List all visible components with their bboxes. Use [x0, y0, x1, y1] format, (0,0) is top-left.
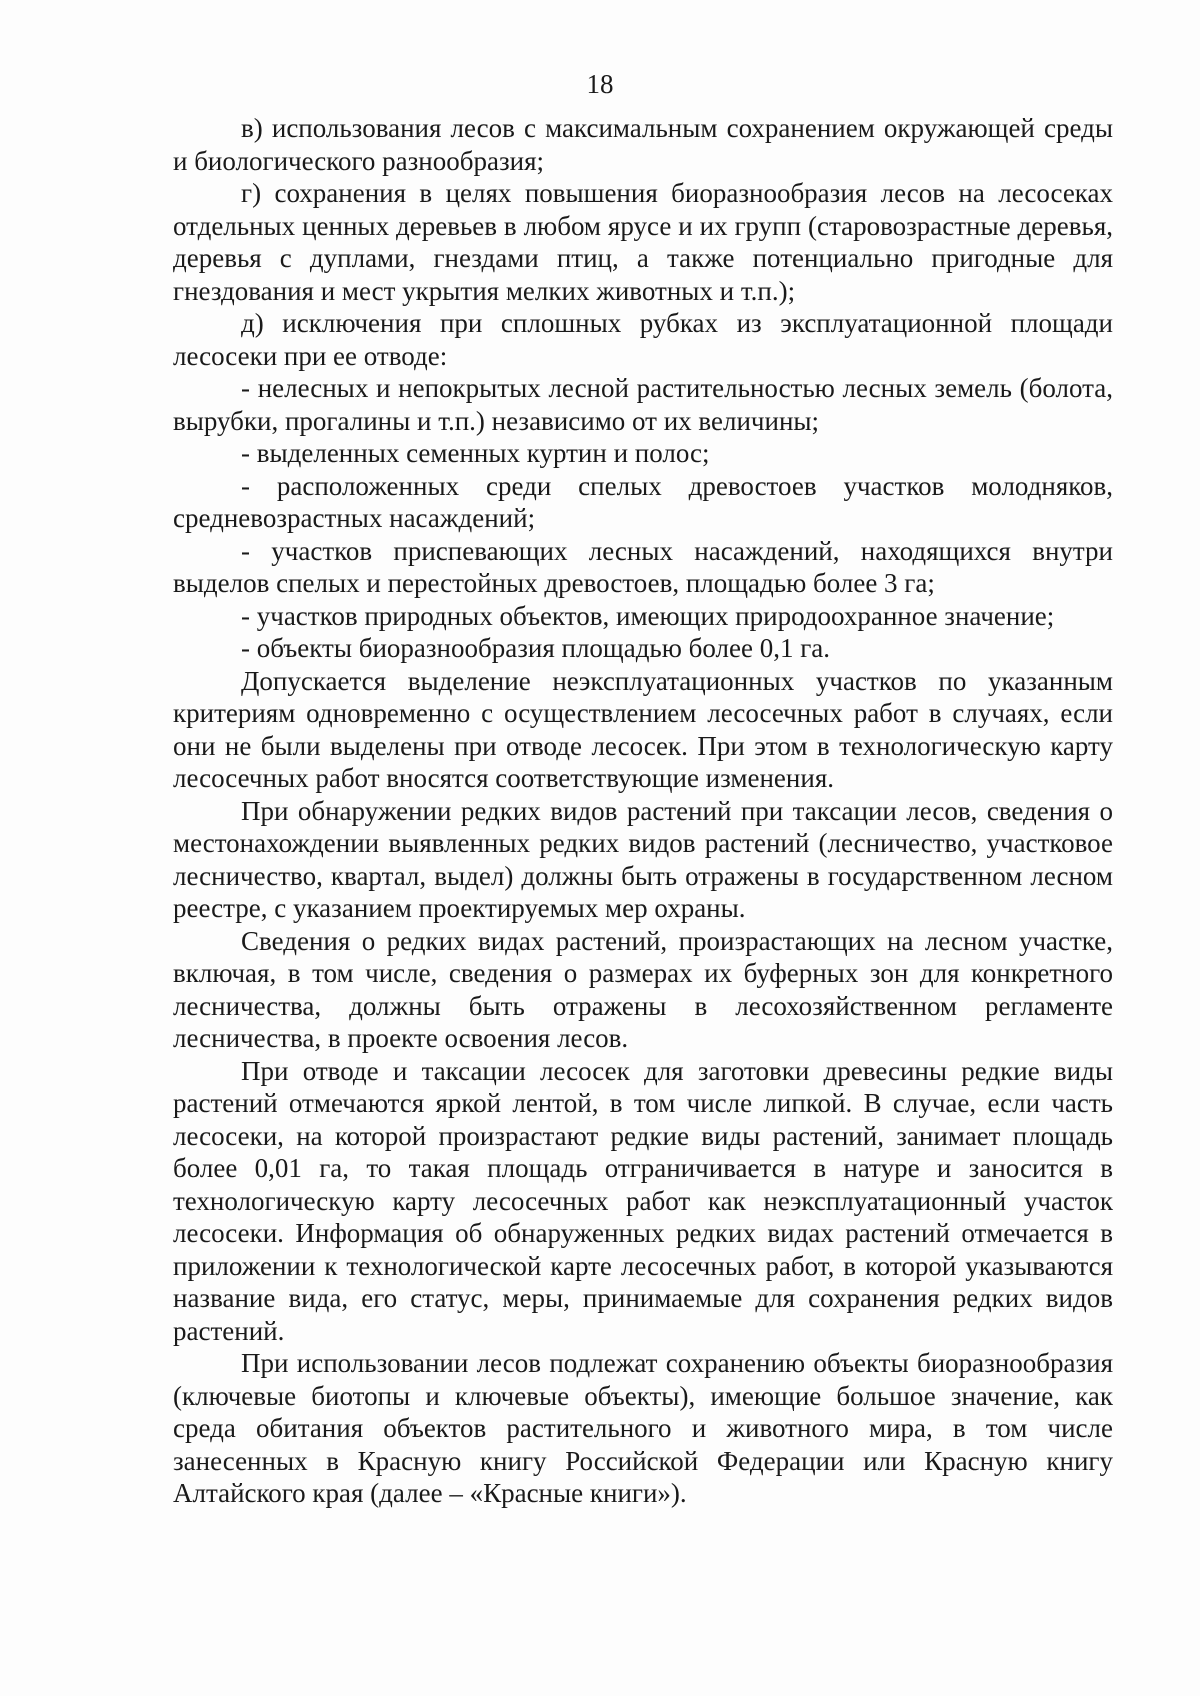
- list-item-biodiversity-objects: - объекты биоразнообразия площадью более 0,1 га.: [241, 633, 831, 663]
- list-item-maturing-stands: - участков приспевающих лесных насаждений, находящихся внутри выделов спелых и перестойных древостоев, площадью более 3 га;: [173, 535, 1113, 598]
- paragraph-non-operational-plots: Допускается выделение неэксплуатационных участков по указанным критериям одновременно с осуществлением лесосечных работ в случаях, если они не были выделены при отводе лесосек. При этом в технологическую карту лесосечных работ вносятся соответствующие изменения.: [173, 665, 1113, 793]
- paragraph-rare-plants-registry: При обнаружении редких видов растений при таксации лесов, сведения о местонахождении выявленных редких видов растений (лесничество, участковое лесничество, квартал, выдел) должны быть отражены в государственном лесном реестре, с указанием проектируемых мер охраны.: [173, 795, 1113, 923]
- paragraph-item-g: г) сохранения в целях повышения биоразнообразия лесов на лесосеках отдельных ценных деревьев в любом ярусе и их групп (старовозрастные деревья, деревья с дуплами, гнездами птиц, а также потенциально пригодные для гнездования и мест укрытия мелких животных и т.п.);: [173, 178, 1113, 306]
- document-body: [173, 112, 1113, 1510]
- paragraph-rare-plants-marking: При отводе и таксации лесосек для заготовки древесины редкие виды растений отмечаются яркой лентой, в том числе липкой. В случае, если часть лесосеки, на которой произрастают редкие виды растений, занимает площадь более 0,01 га, то такая площадь отграничивается в натуре и заносится в технологическую карту лесосечных работ как неэксплуатационный участок лесосеки. Информация об обнаруженных редких видах растений отмечается в приложении к технологической карте лесосечных работ, в которой указываются название вида, его статус, меры, принимаемые для сохранения редких видов растений.: [173, 1055, 1113, 1346]
- list-item-young-stands: - расположенных среди спелых древостоев участков молодняков, средневозрастных насаждений;: [173, 470, 1113, 533]
- paragraph-rare-plants-regulations: Сведения о редких видах растений, произрастающих на лесном участке, включая, в том числе, сведения о размерах их буферных зон для конкретного лесничества, должны быть отражены в лесохозяйственном регламенте лесничества, в проекте освоения лесов.: [173, 925, 1113, 1053]
- paragraph-biodiversity-preservation: При использовании лесов подлежат сохранению объекты биоразнообразия (ключевые биотопы и ключевые объекты), имеющие большое значение, как среда обитания объектов растительного и животного мира, в том числе занесенных в Красную книгу Российской Федерации или Красную книгу Алтайского края (далее – «Красные книги»).: [173, 1348, 1113, 1508]
- list-item-natural-objects: - участков природных объектов, имеющих природоохранное значение;: [241, 600, 1055, 631]
- paragraph-item-d: д) исключения при сплошных рубках из эксплуатационной площади лесосеки при ее отводе:: [173, 308, 1113, 371]
- list-item-non-forest-lands: - нелесных и непокрытых лесной растительностью лесных земель (болота, вырубки, прогалины и т.п.) независимо от их величины;: [173, 373, 1113, 436]
- page-number: 18: [586, 69, 614, 99]
- paragraph-item-v: в) использования лесов с максимальным сохранением окружающей среды и биологического разнообразия;: [173, 113, 1113, 176]
- list-item-seed-clusters: - выделенных семенных куртин и полос;: [241, 438, 710, 468]
